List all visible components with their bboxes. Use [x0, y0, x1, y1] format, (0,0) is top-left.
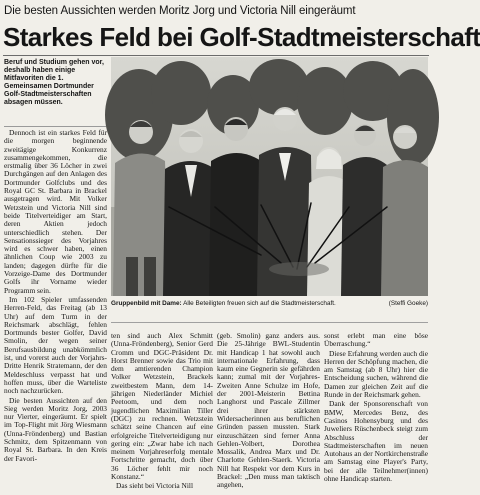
article-lead: Beruf und Studium gehen vor, deshalb haben einige Mitfavoriten die 1. Gemeinsamen Dortmunder Golf-Stadtmeisterschaften absagen müssen. [4, 59, 104, 107]
group-photo [111, 57, 428, 296]
paragraph: Diese Erfahrung werden auch die Herren der Schöpfung machen, die am Samstag (ab 8 Uhr) hier die Entscheidung suchen, während die Damen zur gleichen Zeit auf die Runde in der Reichsmark gehen. [324, 348, 428, 400]
article-kicker: Die besten Aussichten werden Moritz Jorg und Victoria Nill eingeräumt [4, 5, 356, 17]
lead-divider [4, 126, 106, 127]
photo-caption [111, 298, 428, 310]
photo-credit: (Steffi Goeke) [388, 300, 428, 307]
caption-text: Alle Beteiligten freuen sich auf die Stadtmeisterschaft. [181, 300, 336, 307]
paragraph: Die besten Aussichten auf den Sieg werden Moritz Jorg, 2003 nur Vierter, eingeräumt. Er spielt im Top-Flight mit Jörg Wiesmann (Unna-Fröndenberg) und Bastian Schmitz, dem Spitzenmann von Royal St. Barbara. In den Kreis der Favori- [4, 395, 107, 463]
caption-rule [111, 322, 428, 323]
article-column-4 [324, 332, 428, 493]
article-column-1 [4, 129, 107, 493]
paragraph: Im 102 Spieler umfassenden Herren-Feld, das Freitag (ab 13 Uhr) auf dem Turm in der Reichsmark abschlägt, fehlen Dortmunds bester Golfer, David Smolin, der wegen seiner Berufsausbildung unabkömmlich ist, und vorerst auch der Vorjahrs-Dritte Henrik Stratemann, der den Meldeschluss verpasst hat und hoffen muss, über die Warteliste noch nachzurücken. [4, 294, 107, 396]
paragraph: (geb. Smolin) ganz anders aus. Die 25-Jährige BWL-Studentin mit Handicap 1 hat sowohl auch internationale Erfahrung, dass kaum eine Gegnerin sie gefährden kann; zumal mit der Vorjahres-Zweiten Anne Schulze im Hofe, der 2001-Meisterin Bettina Langhorst und Pascale Zillmer drei ihrer stärksten Widersacherinnen aus beruflichen Gründen passen mussten. Stark einzuschätzen sind ferner Anna Gehlen-Volbert, Dorothea Mossalik, Andrea Marx und Dr. Charlotte Gehlen-Staerk. Victoria Nill hat Respekt vor dem Kurs in Brackel: „Den muss man taktisch angehen, [217, 331, 320, 490]
paragraph: Dennoch ist ein starkes Feld für die morgen beginnende zweitägige Konkurrenz zusammengekommen, die erstmalig über 36 Löcher in zwei Durchgängen auf den Anlagen des Dortmunder Golfclubs und des Royal GC St. Barbara in Brackel ausgetragen wird. Mit Volker Wetzstein und Victoria Nill sind beide Titelverteidiger am Start, deren Aktien jedoch unterschiedlich stehen. Der Sensationssieger des Vorjahres wird es schwer haben, einen ähnlichen Coup wie 2003 zu landen; dagegen dürfte für die Vorzeige-Dame des Dortmunder Golfs ihr Vorname wieder Programm sein. [4, 128, 107, 295]
article-column-2 [111, 332, 213, 493]
paragraph: Dank der Sponsorenschaft von BMW, Mercedes Benz, des Casinos Hohensyburg und des Juweliers Rüschenbeck steigt zum Abschluss der Stadtmeisterschaften im neuen Autohaus an der Nortkirchenstraße am Samstag eine Player's Party, bei der alle Teilnehmer(innen) ohne Handicap starten. [324, 399, 428, 484]
headline-rule [3, 55, 429, 56]
paragraph: sonst erlebt man eine böse Überraschung.“ [324, 331, 428, 349]
paragraph: ten sind auch Alex Schmitt (Unna-Fröndenberg), Senior Gerd Cromm und DGC-Präsident Dr. Horst Brenner sowie das Trio mit dem amtierenden Champion Volker Wetzstein, Brackels zweitbestem Mann, dem 14-jährigen Niederländer Michiel Peetoom, und dem noch jugendlichen Maximilian Tiller (DGC) zu rechnen. Wetzstein schätzt seine Chancen auf eine erfolgreiche Titelverteidigung nur gering ein: „Zwar habe ich nach meinem Vorjahreserfolg mentale Fortschritte gemacht, doch über 36 Löcher fehlt mir noch Konstanz.“ [111, 331, 213, 482]
article-headline: Starkes Feld bei Golf-Stadtmeisterschaft [3, 22, 480, 52]
caption-label: Gruppenbild mit Dame: [111, 300, 182, 307]
article-column-3 [217, 332, 320, 493]
paragraph: Das sieht bei Victoria Nill [116, 481, 194, 491]
